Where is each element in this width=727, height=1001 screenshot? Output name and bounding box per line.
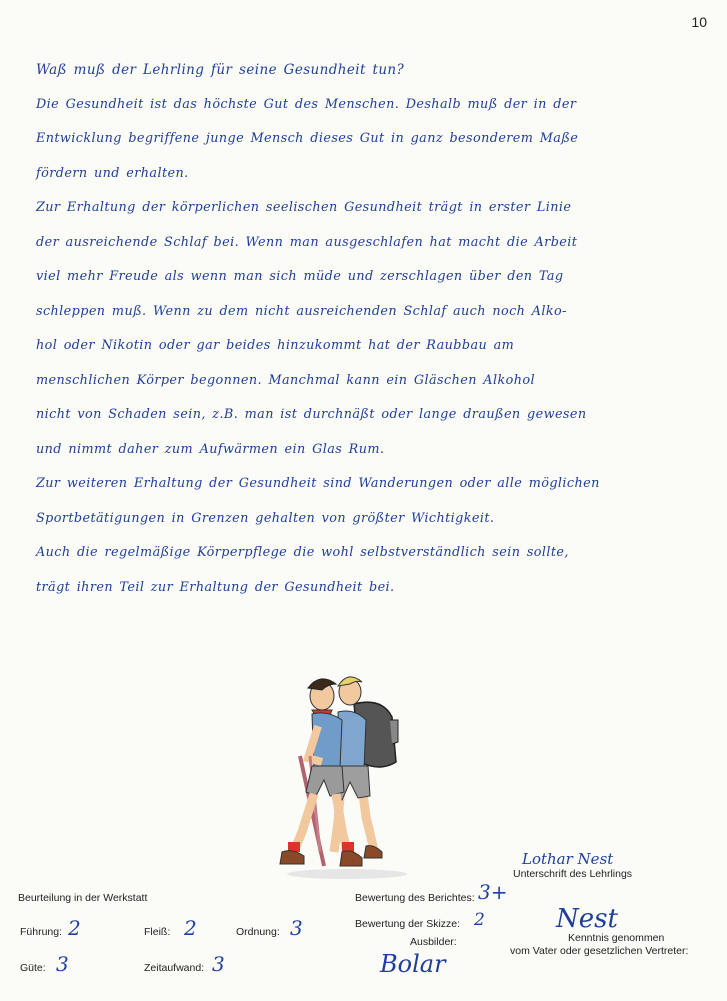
report-line: Die Gesundheit ist das höchste Gut des Menschen. Deshalb muß der in der	[36, 96, 577, 112]
skizze-label: Bewertung der Skizze:	[355, 918, 461, 930]
report-line: Auch die regelmäßige Körperpflege die wohl selbstverständlich sein sollte,	[36, 545, 569, 560]
report-line: Zur Erhaltung der körperlichen seelischen Gesundheit trägt in erster Linie	[36, 200, 572, 215]
report-line: Zur weiteren Erhaltung der Gesundheit sind Wanderungen oder alle möglichen	[36, 476, 600, 491]
apprentice-signature-label: Unterschrift des Lehrlings	[513, 868, 633, 880]
ausbilder-signature: Bolar	[380, 950, 446, 978]
ordnung-grade: 3	[290, 916, 303, 940]
page-number: 10	[691, 14, 707, 30]
report-line: fördern und erhalten.	[36, 165, 189, 181]
bericht-grade: 3+	[478, 880, 508, 904]
fuehrung-grade: 2	[68, 916, 81, 940]
ausbilder-label: Ausbilder:	[410, 936, 457, 948]
guete-label: Güte:	[20, 962, 46, 974]
hikers-illustration	[262, 662, 432, 882]
zeitaufwand-grade: 3	[212, 952, 225, 976]
report-line: Sportbetätigungen in Grenzen gehalten von größter Wichtigkeit.	[36, 510, 495, 526]
fleiss-grade: 2	[184, 916, 197, 940]
report-line: nicht von Schaden sein, z.B. man ist durchnäßt oder lange draußen gewesen	[36, 407, 587, 422]
report-line: Entwicklung begriffene junge Mensch dieses Gut in ganz besonderem Maße	[36, 131, 579, 146]
workshop-assessment-title: Beurteilung in der Werkstatt	[18, 892, 148, 904]
report-line: der ausreichende Schlaf bei. Wenn man ausgeschlafen hat macht die Arbeit	[36, 234, 578, 250]
vertreter-label: vom Vater oder gesetzlichen Vertreter:	[510, 945, 689, 957]
fleiss-label: Fleiß:	[144, 926, 171, 938]
apprentice-signature: Lothar Nest	[522, 850, 614, 868]
report-line: und nimmt daher zum Aufwärmen ein Glas Rum.	[36, 441, 385, 457]
fuehrung-label: Führung:	[20, 926, 63, 938]
parent-signature: Nest	[556, 904, 618, 934]
bericht-label: Bewertung des Berichtes:	[355, 892, 475, 904]
kenntnis-label: Kenntnis genommen	[568, 932, 665, 944]
zeitaufwand-label: Zeitaufwand:	[144, 962, 205, 974]
report-line: menschlichen Körper begonnen. Manchmal kann ein Gläschen Alkohol	[36, 372, 535, 388]
report-line: viel mehr Freude als wenn man sich müde und zerschlagen über den Tag	[36, 269, 564, 284]
report-line: hol oder Nikotin oder gar beides hinzukommt hat der Raubbau am	[36, 338, 515, 353]
handwritten-report	[36, 60, 696, 612]
skizze-grade: 2	[474, 910, 485, 930]
report-question: Waß muß der Lehrling für seine Gesundheit tun?	[36, 62, 405, 78]
guete-grade: 3	[56, 952, 69, 976]
two-hikers-icon	[262, 662, 432, 882]
report-line: trägt ihren Teil zur Erhaltung der Gesundheit bei.	[36, 579, 395, 595]
ordnung-label: Ordnung:	[236, 926, 280, 938]
report-line: schleppen muß. Wenn zu dem nicht ausreichenden Schlaf auch noch Alko-	[36, 303, 567, 319]
